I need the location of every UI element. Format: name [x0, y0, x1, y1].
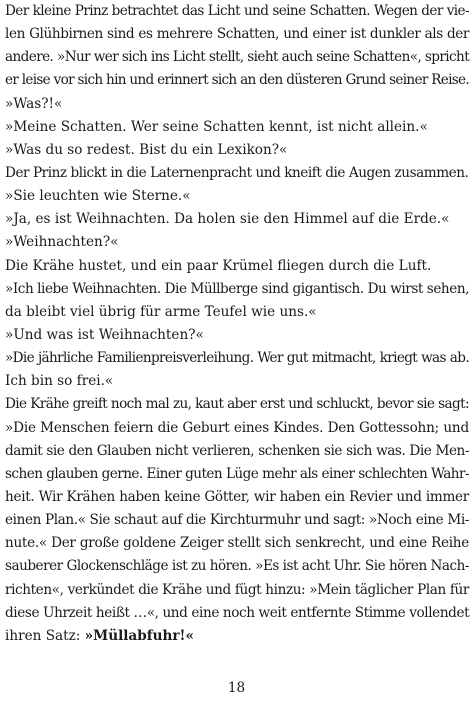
text-line: len Glühbirnen sind es mehrere Schatten, und einer ist dunkler als der — [5, 26, 469, 43]
text-line: einen Plan.« Sie schaut auf die Kirchturmuhr und sagt: »Noch eine Mi- — [5, 512, 469, 529]
text-line: nute.« Der große goldene Zeiger stellt sich senkrecht, und eine Reihe — [5, 535, 469, 552]
text-line: schen glauben gerne. Einer guten Lüge mehr als einer schlechten Wahr- — [5, 465, 469, 482]
text-line: »Sie leuchten wie Sterne.« — [5, 188, 191, 205]
text-line: Die Krähe hustet, und ein paar Krümel fliegen durch die Luft. — [5, 257, 432, 274]
text-line: sauberer Glockenschläge ist zu hören. »Es ist acht Uhr. Sie hören Nach- — [5, 558, 469, 575]
text-line: »Und was ist Weihnachten?« — [5, 326, 204, 343]
text-line: »Ja, es ist Weihnachten. Da holen sie den Himmel auf die Erde.« — [5, 211, 450, 228]
text-line: »Die Menschen feiern die Geburt eines Kindes. Den Gottessohn; und — [5, 419, 469, 436]
text-line: andere. »Nur wer sich ins Licht stellt, sieht auch seine Schatten«, spricht — [5, 49, 470, 66]
text-line: da bleibt viel übrig für arme Teufel wie uns.« — [5, 303, 317, 320]
text-line: Der kleine Prinz betrachtet das Licht und seine Schatten. Wegen der vie- — [5, 3, 469, 19]
text-line: Ich bin so frei.« — [5, 373, 114, 390]
text-line: »Ich liebe Weihnachten. Die Müllberge sind gigantisch. Du wirst sehen, — [5, 280, 469, 297]
text-line: Der Prinz blickt in die Laternenpracht und kneift die Augen zusammen. — [5, 164, 469, 181]
text-line-last — [5, 625, 469, 648]
text-line: heit. Wir Krähen haben keine Götter, wir haben ein Revier und immer — [5, 488, 469, 505]
text-line: diese Uhrzeit heißt …«, und eine noch weit entfernte Stimme vollendet — [5, 604, 470, 621]
text-line: »Die jährliche Familienpreisverleihung. Wer gut mitmacht, kriegt was ab. — [5, 350, 469, 367]
page-number: 18 — [227, 680, 246, 696]
text-line: Die Krähe greift noch mal zu, kaut aber erst und schluckt, bevor sie sagt: — [5, 396, 469, 413]
text-line: »Was du so redest. Bist du ein Lexikon?« — [5, 141, 288, 158]
text-line: »Was?!« — [5, 95, 63, 112]
body-text — [5, 0, 469, 648]
text-line: damit sie den Glauben nicht verlieren, schenken sie sich was. Die Men- — [5, 442, 469, 459]
last-line-text: ihren Satz: — [5, 627, 85, 644]
text-line: er leise vor sich hin und erinnert sich an den düsteren Grund seiner Reise. — [5, 72, 470, 89]
emphasized-word: »Müllabfuhr!« — [84, 627, 194, 644]
text-line: »Meine Schatten. Wer seine Schatten kennt, ist nicht allein.« — [5, 118, 428, 135]
text-line: »Weihnachten?« — [5, 234, 119, 251]
text-line: richten«, verkündet die Krähe und fügt hinzu: »Mein täglicher Plan für — [5, 581, 469, 598]
